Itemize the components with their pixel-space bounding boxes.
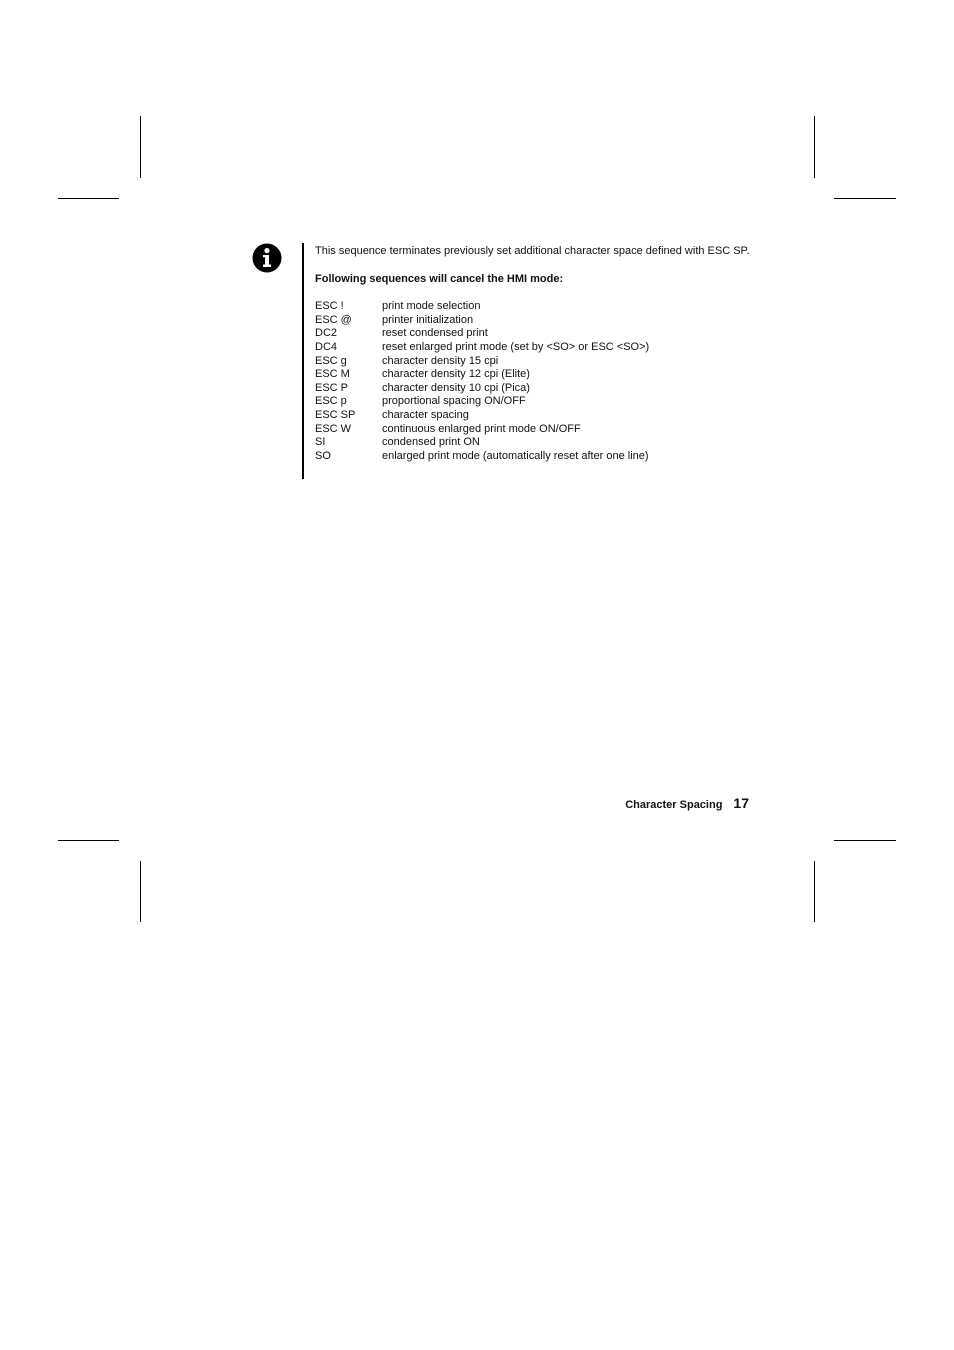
crop-mark-bottom-left-horizontal — [58, 840, 119, 841]
sequence-description: character density 15 cpi — [382, 354, 499, 367]
list-item — [315, 423, 755, 437]
note-margin-bar — [302, 243, 304, 479]
sequence-description: enlarged print mode (automatically reset after one line) — [382, 449, 649, 462]
sequence-list — [315, 300, 755, 463]
crop-mark-top-right-horizontal — [834, 198, 896, 199]
sequence-description: print mode selection — [382, 300, 481, 313]
list-item — [315, 368, 755, 382]
list-item — [315, 436, 755, 450]
info-icon — [252, 243, 282, 273]
list-item — [315, 382, 755, 396]
note-heading: Following sequences will cancel the HMI mode: — [315, 272, 564, 285]
sequence-code: ESC P — [315, 381, 349, 394]
sequence-description: reset enlarged print mode (set by <SO> or ESC <SO>) — [382, 340, 650, 353]
note-body — [315, 245, 755, 463]
sequence-description: character density 10 cpi (Pica) — [382, 381, 530, 394]
list-item — [315, 395, 755, 409]
crop-mark-top-left-horizontal — [58, 198, 119, 199]
list-item — [315, 409, 755, 423]
list-item — [315, 341, 755, 355]
sequence-code: ESC g — [315, 354, 347, 367]
sequence-code: ESC p — [315, 395, 347, 408]
sequence-code: SO — [315, 449, 331, 462]
list-item — [315, 450, 755, 464]
note-intro-text: This sequence terminates previously set additional character space defined with ESC SP. — [315, 245, 750, 257]
crop-mark-top-right-vertical — [814, 116, 815, 178]
sequence-code: ESC W — [315, 422, 352, 435]
sequence-code: ESC @ — [315, 313, 352, 326]
list-item — [315, 314, 755, 328]
sequence-code: DC4 — [315, 340, 338, 353]
sequence-code: ESC SP — [315, 408, 356, 421]
sequence-code: DC2 — [315, 327, 338, 340]
crop-mark-bottom-right-horizontal — [834, 840, 896, 841]
sequence-description: continuous enlarged print mode ON/OFF — [382, 422, 581, 435]
sequence-code: ESC ! — [315, 300, 344, 313]
sequence-description: character density 12 cpi (Elite) — [382, 368, 530, 381]
sequence-code: SI — [315, 436, 326, 449]
page-footer — [625, 795, 749, 811]
sequence-description: reset condensed print — [382, 327, 488, 340]
list-item — [315, 355, 755, 369]
sequence-description: printer initialization — [382, 313, 474, 326]
sequence-code: ESC M — [315, 368, 350, 381]
crop-mark-top-left-vertical — [140, 116, 141, 178]
footer-section-title: Character Spacing — [625, 799, 723, 811]
sequence-description: condensed print ON — [382, 436, 480, 449]
crop-mark-bottom-left-vertical — [140, 861, 141, 922]
list-item — [315, 300, 755, 314]
sequence-description: character spacing — [382, 408, 469, 421]
sequence-description: proportional spacing ON/OFF — [382, 395, 526, 408]
list-item — [315, 327, 755, 341]
crop-mark-bottom-right-vertical — [814, 861, 815, 922]
page-number: 17 — [733, 795, 749, 811]
